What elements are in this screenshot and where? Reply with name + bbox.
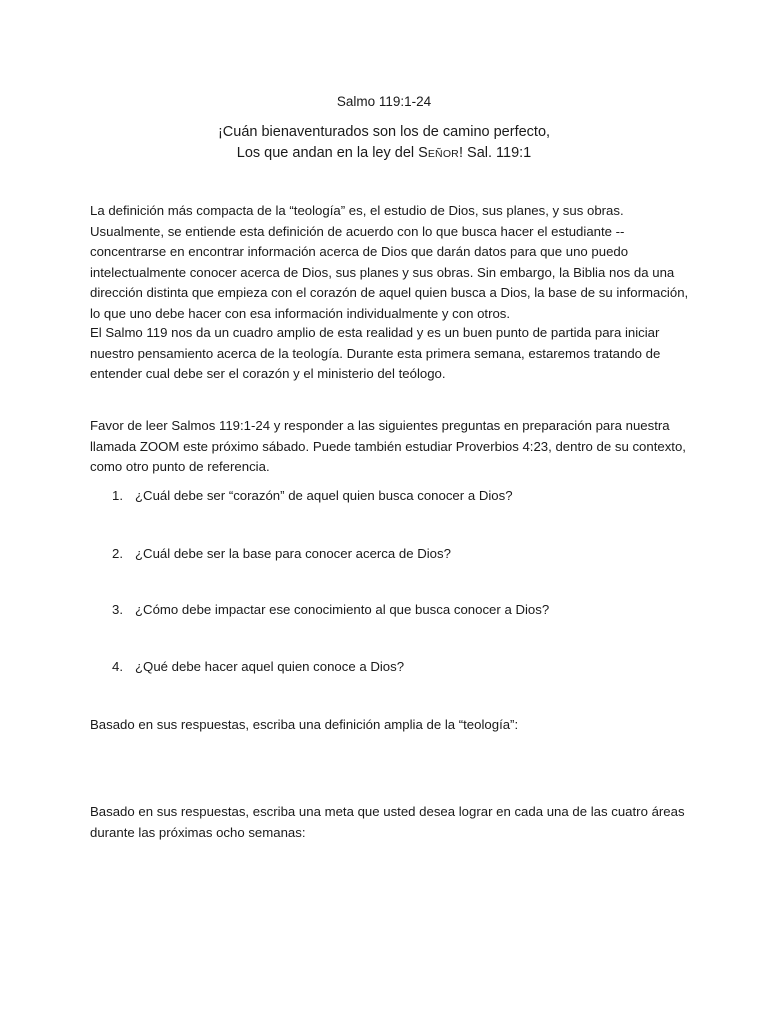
- epigraph-line-2-start: Los que andan en la ley del: [236, 145, 419, 161]
- question-text: ¿Cuál debe ser “corazón” de aquel quien busca conocer a Dios?: [135, 488, 513, 503]
- question-number: 4.: [112, 659, 123, 674]
- question-item: [112, 601, 672, 619]
- epigraph-line-1: ¡Cuán bienaventurados son los de camino perfecto,: [217, 124, 551, 140]
- lord-small-caps-rest: EÑOR: [427, 148, 459, 160]
- epigraph-line-2: [0, 143, 768, 165]
- paragraph-definition: La definición más compacta de la “teología” es, el estudio de Dios, sus planes, y sus obras. Usualmente, se entiende esta definición de acuerdo con lo que busca hacer el estudiante -- concentrarse en encontrar información acerca de Dios que darán datos para que uno puedo intelectualmente conocer acerca de Dios, sus planes y sus obras. Sin embargo, la Biblia nos da una dirección distinta que empieza con el corazón de aquel quien busca a Dios, la base de su información, lo que uno debe hacer con esa información individualmente y con otros.: [90, 203, 689, 321]
- epigraph: [0, 122, 768, 165]
- question-item: [112, 487, 672, 505]
- question-number: 3.: [112, 602, 123, 617]
- lord-small-caps-initial: S: [418, 145, 428, 161]
- question-item: [112, 545, 672, 563]
- paragraph-instructions: Favor de leer Salmos 119:1-24 y responder a las siguientes preguntas en preparación para nuestra llamada ZOOM este próximo sábado. Puede también estudiar Proverbios 4:23, dentro de su contexto, como otro punto de referencia.: [90, 418, 686, 475]
- question-text: ¿Qué debe hacer aquel quien conoce a Dios?: [135, 659, 405, 674]
- question-text: ¿Cómo debe impactar ese conocimiento al que busca conocer a Dios?: [135, 602, 550, 617]
- question-number: 2.: [112, 546, 123, 561]
- question-item: [112, 658, 672, 676]
- epigraph-reference: ! Sal. 119:1: [458, 145, 532, 161]
- document-title: Salmo 119:1-24: [336, 94, 432, 109]
- question-number: 1.: [112, 488, 123, 503]
- prompt-theology-definition: Basado en sus respuestas, escriba una definición amplia de la “teología”:: [90, 717, 519, 732]
- prompt-goals: Basado en sus respuestas, escriba una meta que usted desea lograr en cada una de las cuatro áreas durante las próximas ocho semanas:: [90, 804, 685, 840]
- question-text: ¿Cuál debe ser la base para conocer acerca de Dios?: [135, 546, 451, 561]
- paragraph-psalm-119: El Salmo 119 nos da un cuadro amplio de esta realidad y es un buen punto de partida para iniciar nuestro pensamiento acerca de la teología. Durante esta primera semana, estaremos tratando de entender cual debe ser el corazón y el ministerio del teólogo.: [90, 325, 661, 382]
